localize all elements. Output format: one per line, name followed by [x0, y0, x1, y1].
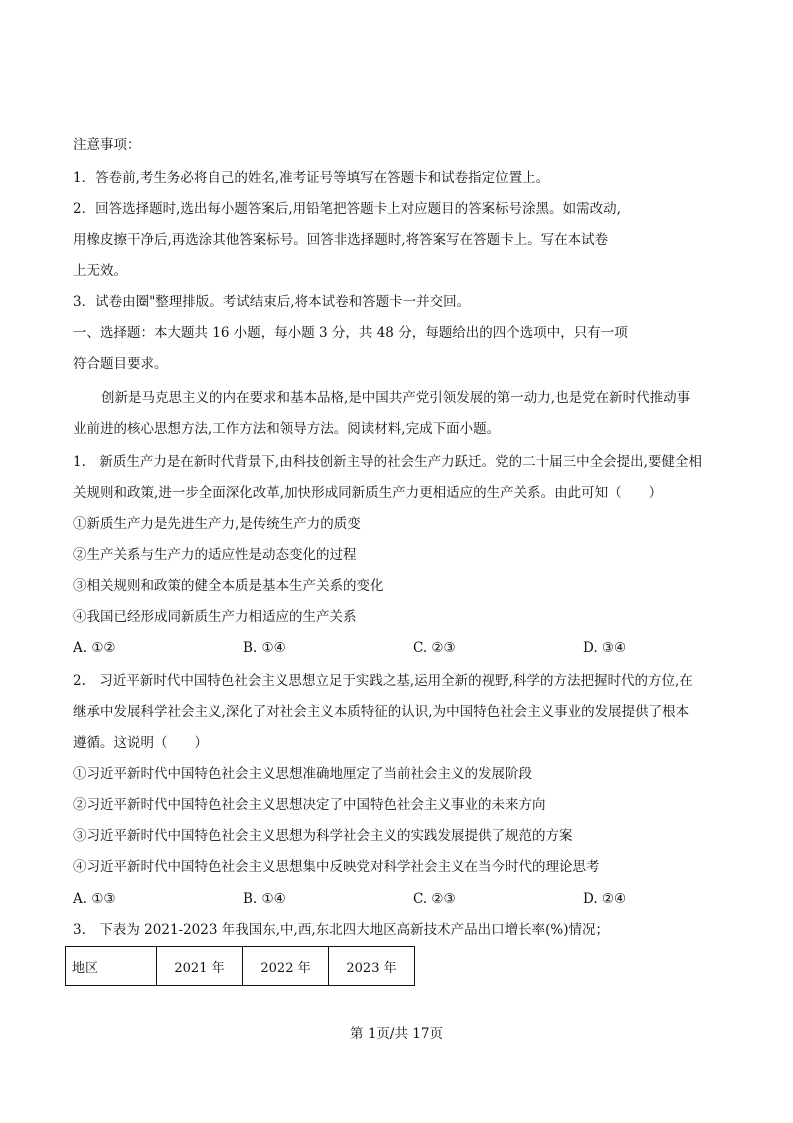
- table-header-row: [66, 947, 415, 986]
- question-2-statement: ②习近平新时代中国特色社会主义思想决定了中国特色社会主义事业的未来方向: [73, 797, 546, 813]
- question-1-stem: 1. 新质生产力是在新时代背景下,由科技创新主导的社会生产力跃迁。党的二十届三中全会提出,要健全相: [73, 454, 702, 470]
- option-b[interactable]: B. ①④: [243, 891, 286, 907]
- notes-item: 2．回答选择题时,选出每小题答案后,用铅笔把答题卡上对应题目的答案标号涂黑。如需改动,: [73, 201, 621, 217]
- question-1-options: [73, 639, 633, 657]
- question-2-stem-cont: 遵循。这说明（ ）: [73, 735, 208, 751]
- option-a[interactable]: A. ①③: [73, 891, 116, 907]
- table-header-cell: 2021 年: [157, 947, 243, 986]
- question-2-stem-cont: 继承中发展科学社会主义,深化了对社会主义本质特征的认识,为中国特色社会主义事业的发展提供了根本: [73, 704, 690, 720]
- question-2-statement: ③习近平新时代中国特色社会主义思想为科学社会主义的实践发展提供了规范的方案: [73, 828, 573, 844]
- notes-item: 上无效。: [73, 263, 127, 279]
- notes-heading: 注意事项：: [73, 137, 141, 153]
- notes-item: 3．试卷由圈"整理排版。考试结束后,将本试卷和答题卡一并交回。: [73, 294, 471, 310]
- question-1-statement: ③相关规则和政策的健全本质是基本生产关系的变化: [73, 578, 384, 594]
- growth-rate-table: [65, 946, 415, 986]
- table-header-cell: 2022 年: [243, 947, 329, 986]
- question-3-stem: 3. 下表为 2021-2023 年我国东,中,西,东北四大地区高新技术产品出口增长率(%)情况；: [73, 922, 609, 938]
- question-2-options: [73, 890, 633, 908]
- option-d[interactable]: D. ③④: [583, 640, 627, 656]
- question-2-stem: 2. 习近平新时代中国特色社会主义思想立足于实践之基,运用全新的视野,科学的方法把握时代的方位,在: [73, 673, 693, 689]
- question-1-statement: ①新质生产力是先进生产力,是传统生产力的质变: [73, 516, 361, 532]
- question-1-stem-cont: 关规则和政策,进一步全面深化改革,加快形成同新质生产力更相适应的生产关系。由此可知（ ）: [73, 485, 663, 501]
- option-b[interactable]: B. ①④: [243, 640, 286, 656]
- option-c[interactable]: C. ②③: [413, 891, 456, 907]
- table-header-cell: 2023 年: [329, 947, 415, 986]
- notes-item: 1．答卷前,考生务必将自己的姓名,准考证号等填写在答题卡和试卷指定位置上。: [73, 170, 550, 186]
- notes-item: 用橡皮擦干净后,再选涂其他答案标号。回答非选择题时,将答案写在答题卡上。写在本试卷: [73, 232, 609, 248]
- option-c[interactable]: C. ②③: [413, 640, 456, 656]
- material-paragraph: 创新是马克思主义的内在要求和基本品格,是中国共产党引领发展的第一动力,也是党在新时代推动事: [101, 390, 691, 406]
- material-paragraph-cont: 业前进的核心思想方法,工作方法和领导方法。阅读材料,完成下面小题。: [73, 421, 501, 437]
- section-heading-cont: 符合题目要求。: [73, 356, 168, 372]
- option-a[interactable]: A. ①②: [73, 640, 116, 656]
- question-2-statement: ①习近平新时代中国特色社会主义思想准确地厘定了当前社会主义的发展阶段: [73, 766, 532, 782]
- page-number: 第 1页/共 17页: [350, 1026, 443, 1042]
- section-heading: 一、选择题：本大题共 16 小题，每小题 3 分，共 48 分，每题给出的四个选项中，只有一项: [73, 325, 628, 341]
- table-header-cell: 地区: [66, 947, 157, 986]
- question-1-statement: ④我国已经形成同新质生产力相适应的生产关系: [73, 609, 357, 625]
- question-1-statement: ②生产关系与生产力的适应性是动态变化的过程: [73, 547, 357, 563]
- question-2-statement: ④习近平新时代中国特色社会主义思想集中反映党对科学社会主义在当今时代的理论思考: [73, 859, 600, 875]
- option-d[interactable]: D. ②④: [583, 891, 627, 907]
